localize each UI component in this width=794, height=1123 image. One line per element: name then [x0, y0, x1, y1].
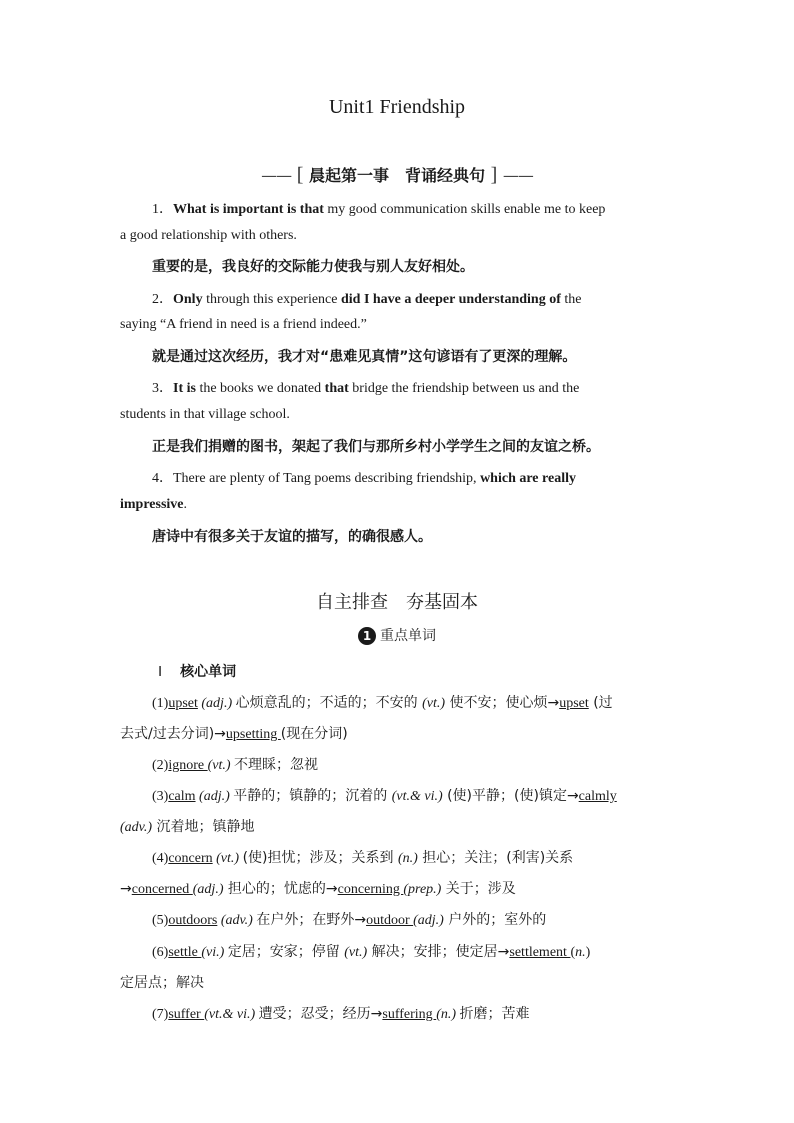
vocab-word: outdoor	[366, 913, 414, 928]
sentence-2-en-line2: saying “A friend in need is a friend indeed.”	[120, 317, 367, 332]
part-of-speech: (vt.)	[207, 758, 235, 773]
part-heading	[158, 661, 681, 681]
vocab-item-calm-line2	[120, 816, 675, 836]
vocab-item-settle	[152, 941, 675, 961]
meaning: →	[120, 881, 132, 897]
sentence-3-en-line2: students in that village school.	[120, 407, 290, 422]
meaning: 不理睬；忽视	[234, 757, 319, 773]
meaning: (现在分词)	[280, 726, 348, 742]
part-of-speech: n.	[575, 945, 586, 960]
key-phrase: that	[324, 381, 349, 396]
subsection-label: 重点单词	[380, 628, 436, 644]
banner-left-rule: ——	[261, 166, 292, 185]
sentence-number: 2．	[152, 292, 173, 307]
part-of-speech: (adj.)	[192, 882, 224, 897]
sentence-1-en-line1	[152, 198, 675, 218]
vocab-item-upset	[152, 692, 675, 712]
item-number: (2)	[152, 758, 169, 773]
page-title: Unit1 Friendship	[328, 96, 466, 118]
banner-left-bracket: [	[296, 164, 304, 186]
part-of-speech: (prep.)	[403, 882, 442, 897]
meaning: 关于；涉及	[441, 881, 516, 897]
part-of-speech: (adj.)	[195, 789, 234, 804]
sentence-text: the	[560, 292, 582, 307]
meaning: 使不安；使心烦→	[445, 695, 560, 711]
item-number: (1)	[152, 696, 169, 711]
vocab-word: suffering	[382, 1007, 437, 1022]
meaning: 沉着地；镇静地	[152, 819, 255, 835]
sentence-3-cn: 正是我们捐赠的图书，架起了我们与那所乡村小学学生之间的友谊之桥。	[152, 439, 600, 455]
meaning: 定居；安家；停留	[227, 944, 345, 960]
vocab-word: calm	[168, 789, 196, 804]
part-of-speech: (vt.)	[422, 696, 445, 711]
meaning: 担心的；忧虑的→	[223, 881, 338, 897]
meaning: 遭受；忍受；经历→	[258, 1006, 383, 1022]
key-phrase: What is important is that	[173, 202, 324, 217]
sentence-text: through this experience	[202, 292, 341, 307]
part-label: 核心单词	[180, 664, 237, 680]
part-of-speech: (vt.& vi.)	[204, 1007, 259, 1022]
item-number: (6)	[152, 945, 169, 960]
number-circle-icon: 1	[358, 627, 376, 645]
meaning: 平静的；镇静的；沉着的	[233, 788, 392, 804]
sentence-text: There are plenty of Tang poems describing friendship,	[173, 471, 481, 486]
sentence-text: bridge the friendship between us and the	[348, 381, 580, 396]
vocab-item-concern-line2	[120, 878, 675, 898]
meaning: 户外的；室外的	[443, 912, 547, 928]
part-of-speech: (adv.)	[120, 820, 152, 835]
banner-text: 晨起第一事 背诵经典句	[308, 166, 485, 185]
meaning: 折磨；苦难	[459, 1006, 530, 1022]
key-phrase: impressive	[120, 497, 184, 512]
sentence-number: 4．	[152, 471, 173, 486]
vocab-item-calm	[152, 785, 675, 805]
key-phrase: It is	[173, 381, 196, 396]
sentence-4-cn: 唐诗中有很多关于友谊的描写，的确很感人。	[152, 529, 432, 545]
vocab-item-settle-line2	[120, 972, 675, 992]
sentence-number: 1．	[152, 202, 173, 217]
part-roman: Ⅰ	[158, 665, 163, 680]
meaning: 心烦意乱的；不适的；不安的	[235, 695, 423, 711]
sentence-2-cn: 就是通过这次经历，我才对“患难见真情”这句谚语有了更深的理解。	[152, 349, 577, 365]
part-of-speech: (adj.)	[197, 696, 236, 711]
part-of-speech: (adv.)	[217, 913, 257, 928]
sentence-4-en-line1	[152, 467, 675, 487]
vocab-item-outdoors	[152, 909, 675, 929]
meaning: 在户外；在野外→	[256, 912, 367, 928]
key-phrase: Only	[173, 292, 203, 307]
banner-right-bracket: ]	[490, 164, 498, 186]
item-number: (3)	[152, 789, 169, 804]
sentence-2-en-line1	[152, 288, 675, 308]
part-of-speech: (n.)	[397, 851, 418, 866]
vocab-word: upset	[168, 696, 198, 711]
vocab-item-suffer	[152, 1003, 675, 1023]
meaning: (过	[588, 695, 613, 711]
sentence-text: my good communication skills enable me to keep	[323, 202, 606, 217]
vocab-word: upset	[559, 696, 589, 711]
vocab-item-upset-line2	[120, 723, 675, 743]
vocab-word: settle	[168, 945, 202, 960]
item-number: (7)	[152, 1007, 169, 1022]
meaning: 担心；关注；(利害)关系	[417, 850, 574, 866]
meaning: 去式/过去分词)→	[120, 726, 226, 742]
sentence-1-en-line2: a good relationship with others.	[120, 228, 297, 243]
vocab-word: calmly	[578, 789, 617, 804]
meaning: (使)平静；(使)镇定→	[442, 788, 579, 804]
part-of-speech: (n.)	[436, 1007, 460, 1022]
meaning: (使)担忧；涉及；关系到	[242, 850, 398, 866]
vocab-word: ignore	[168, 758, 208, 773]
meaning: (	[570, 945, 576, 960]
meaning: 解决；安排；使定居→	[367, 944, 510, 960]
part-of-speech: (vt.& vi.)	[391, 789, 443, 804]
sentence-text: the books we donated	[195, 381, 325, 396]
banner-right-rule: ——	[502, 166, 533, 185]
vocab-word: concern	[168, 851, 213, 866]
key-phrase: did I have a deeper understanding of	[340, 292, 561, 307]
vocab-word: settlement	[509, 945, 571, 960]
vocab-word: concerned	[131, 882, 193, 897]
sentence-1-cn: 重要的是，我良好的交际能力使我与别人友好相处。	[152, 259, 474, 275]
item-number: (5)	[152, 913, 169, 928]
vocab-word: upsetting	[225, 727, 281, 742]
vocab-word: concerning	[337, 882, 404, 897]
key-phrase: which are really	[480, 471, 576, 486]
part-of-speech: (vt.)	[344, 945, 368, 960]
part-of-speech: (vt.)	[212, 851, 243, 866]
sentence-number: 3．	[152, 381, 173, 396]
sentence-text: .	[183, 497, 188, 512]
part-of-speech: (vi.)	[201, 945, 228, 960]
part-of-speech: (adj.)	[413, 913, 444, 928]
sentence-4-en-line2	[120, 497, 675, 513]
item-number: (4)	[152, 851, 169, 866]
meaning: )	[585, 945, 591, 960]
sentence-3-en-line1	[152, 377, 675, 397]
section-banner	[0, 163, 794, 187]
meaning: 定居点；解决	[120, 975, 204, 991]
subsection-heading	[0, 625, 794, 645]
section-title: 自主排查 夯基固本	[316, 592, 478, 613]
vocab-word: outdoors	[168, 913, 218, 928]
vocab-word: suffer	[168, 1007, 205, 1022]
vocab-item-concern	[152, 847, 675, 867]
vocab-item-ignore	[152, 754, 675, 774]
